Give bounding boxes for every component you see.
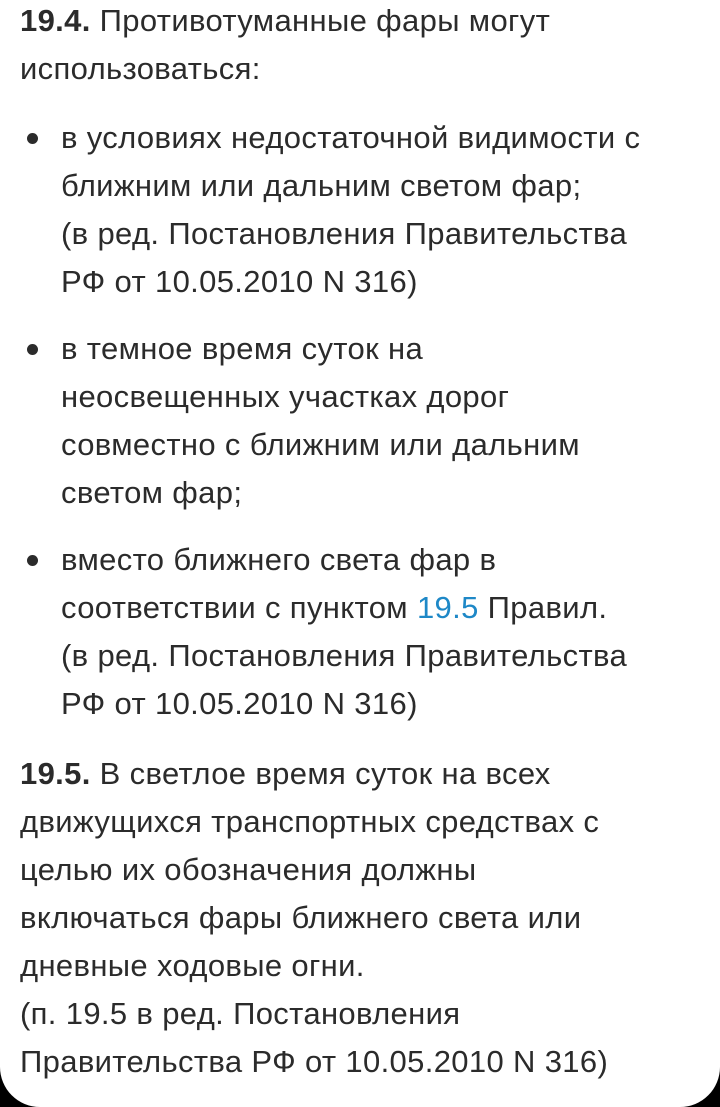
list-item-line: совместно с ближним или дальним xyxy=(61,427,580,462)
list-item-line: ближним или дальним светом фар; xyxy=(61,168,582,203)
paragraph-19-4-line-1 xyxy=(20,0,710,45)
link-19-5[interactable]: 19.5 xyxy=(416,590,479,625)
list-item-line: светом фар; xyxy=(61,475,243,510)
paragraph-19-5 xyxy=(20,750,710,1086)
list-item-line: РФ от 10.05.2010 N 316) xyxy=(61,686,418,721)
list-item xyxy=(0,536,720,728)
section-number-19-4: 19.4. xyxy=(20,3,91,38)
section-number-19-5: 19.5. xyxy=(20,756,91,791)
paragraph-19-4 xyxy=(20,0,710,93)
bullet-icon xyxy=(27,344,38,355)
paragraph-19-4-text-1: Противотуманные фары могут xyxy=(99,3,551,38)
list-item-line: в темное время суток на xyxy=(61,331,424,366)
paragraph-19-5-line: дневные ходовые огни. xyxy=(20,948,365,983)
bullet-icon xyxy=(27,133,38,144)
list-item-line: в условиях недостаточной видимости с xyxy=(61,120,641,155)
list-item-line: (в ред. Постановления Правительства xyxy=(61,216,628,251)
list-item xyxy=(0,325,720,517)
link-prefix-text: соответствии с пунктом xyxy=(61,590,417,625)
paragraph-19-5-line-1 xyxy=(20,750,710,798)
paragraph-19-4-line-2: использоваться: xyxy=(20,51,261,86)
list-item-line: (в ред. Постановления Правительства xyxy=(61,638,628,673)
bullet-list xyxy=(0,114,720,728)
list-item-line: РФ от 10.05.2010 N 316) xyxy=(61,264,418,299)
paragraph-19-5-line: целью их обозначения должны xyxy=(20,852,477,887)
paragraph-19-5-line: движущихся транспортных средствах с xyxy=(20,804,600,839)
list-item-line: вместо ближнего света фар в xyxy=(61,542,497,577)
list-item-line-with-link xyxy=(61,584,712,632)
link-suffix-text: Правил. xyxy=(478,590,608,625)
list-item xyxy=(0,114,720,306)
paragraph-19-5-line: включаться фары ближнего света или xyxy=(20,900,582,935)
list-item-line: неосвещенных участках дорог xyxy=(61,379,510,414)
paragraph-19-5-line: (п. 19.5 в ред. Постановления xyxy=(20,996,461,1031)
paragraph-19-5-line: Правительства РФ от 10.05.2010 N 316) xyxy=(20,1044,609,1079)
bullet-icon xyxy=(27,555,38,566)
paragraph-19-5-text-1: В светлое время суток на всех xyxy=(99,756,551,791)
